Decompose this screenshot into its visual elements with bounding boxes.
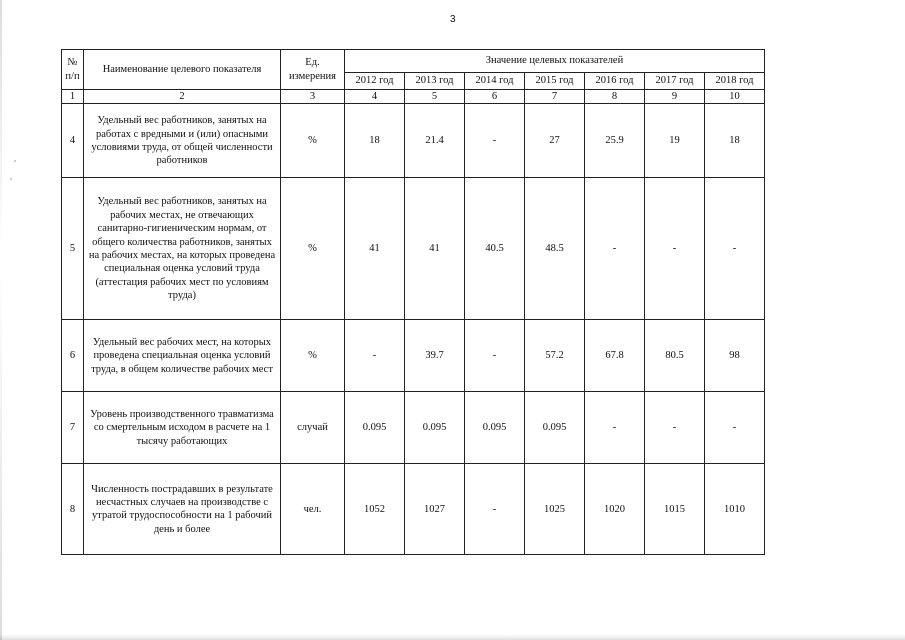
- header-year: 2015 год: [525, 73, 585, 90]
- row-number: 7: [62, 392, 84, 464]
- column-number: 1: [62, 90, 84, 104]
- value-cell: -: [345, 320, 405, 392]
- value-cell: -: [585, 392, 645, 464]
- value-cell: 21.4: [405, 104, 465, 178]
- unit-cell: %: [281, 178, 345, 320]
- column-number-row: [62, 90, 765, 104]
- header-year: 2018 год: [705, 73, 765, 90]
- unit-cell: случай: [281, 392, 345, 464]
- table-row: [62, 320, 765, 392]
- value-cell: 67.8: [585, 320, 645, 392]
- column-number: 9: [645, 90, 705, 104]
- column-number: 2: [84, 90, 281, 104]
- value-cell: 1027: [405, 464, 465, 555]
- indicator-name: Численность пострадавших в результате несчастных случаев на производстве с утратой трудоспособности на 1 рабочий день и более: [84, 464, 281, 555]
- scan-speck: [10, 178, 12, 180]
- unit-cell: %: [281, 104, 345, 178]
- header-year: 2012 год: [345, 73, 405, 90]
- header-year: 2013 год: [405, 73, 465, 90]
- value-cell: 1025: [525, 464, 585, 555]
- value-cell: 18: [345, 104, 405, 178]
- row-number: 5: [62, 178, 84, 320]
- value-cell: -: [465, 104, 525, 178]
- row-number: 8: [62, 464, 84, 555]
- value-cell: -: [645, 392, 705, 464]
- value-cell: -: [465, 320, 525, 392]
- indicator-name: Удельный вес работников, занятых на работах с вредными и (или) опасными условиями труда, от общей численности работников: [84, 104, 281, 178]
- value-cell: 39.7: [405, 320, 465, 392]
- value-cell: 80.5: [645, 320, 705, 392]
- header-row: [62, 50, 765, 73]
- column-number: 3: [281, 90, 345, 104]
- value-cell: 48.5: [525, 178, 585, 320]
- value-cell: 0.095: [465, 392, 525, 464]
- value-cell: -: [705, 178, 765, 320]
- value-cell: 0.095: [345, 392, 405, 464]
- page-number: 3: [450, 14, 456, 25]
- column-number: 7: [525, 90, 585, 104]
- table-row: [62, 178, 765, 320]
- target-indicators-table: [61, 49, 765, 555]
- scan-bottom-shadow: [0, 634, 905, 640]
- value-cell: 40.5: [465, 178, 525, 320]
- header-no: № п/п: [62, 50, 84, 90]
- value-cell: -: [585, 178, 645, 320]
- value-cell: 0.095: [525, 392, 585, 464]
- value-cell: 1015: [645, 464, 705, 555]
- table-row: [62, 104, 765, 178]
- column-number: 5: [405, 90, 465, 104]
- scan-speck: [14, 160, 16, 162]
- value-cell: -: [705, 392, 765, 464]
- value-cell: 57.2: [525, 320, 585, 392]
- header-values-group: Значение целевых показателей: [345, 50, 765, 73]
- header-unit: Ед. измерения: [281, 50, 345, 90]
- scan-left-edge: [0, 0, 2, 640]
- value-cell: 19: [645, 104, 705, 178]
- row-number: 6: [62, 320, 84, 392]
- value-cell: 41: [405, 178, 465, 320]
- header-year: 2016 год: [585, 73, 645, 90]
- table-row: [62, 392, 765, 464]
- value-cell: 41: [345, 178, 405, 320]
- header-year: 2017 год: [645, 73, 705, 90]
- column-number: 4: [345, 90, 405, 104]
- column-number: 10: [705, 90, 765, 104]
- table-row: [62, 464, 765, 555]
- value-cell: 1010: [705, 464, 765, 555]
- column-number: 6: [465, 90, 525, 104]
- header-indicator-name: Наименование целевого показателя: [84, 50, 281, 90]
- value-cell: 1052: [345, 464, 405, 555]
- value-cell: -: [465, 464, 525, 555]
- value-cell: 27: [525, 104, 585, 178]
- header-year: 2014 год: [465, 73, 525, 90]
- indicator-name: Удельный вес рабочих мест, на которых проведена специальная оценка условий труда, в общем количестве рабочих мест: [84, 320, 281, 392]
- value-cell: 0.095: [405, 392, 465, 464]
- indicator-name: Уровень производственного травматизма со смертельным исходом в расчете на 1 тысячу работающих: [84, 392, 281, 464]
- value-cell: 1020: [585, 464, 645, 555]
- value-cell: 98: [705, 320, 765, 392]
- row-number: 4: [62, 104, 84, 178]
- value-cell: 18: [705, 104, 765, 178]
- value-cell: -: [645, 178, 705, 320]
- value-cell: 25.9: [585, 104, 645, 178]
- column-number: 8: [585, 90, 645, 104]
- indicator-name: Удельный вес работников, занятых на рабочих местах, не отвечающих санитарно-гигиеническим нормам, от общего количества работников, занятых на рабочих местах, на которых проведена специальная оценка условий труда (аттестация рабочих мест по условиям труда): [84, 178, 281, 320]
- unit-cell: %: [281, 320, 345, 392]
- unit-cell: чел.: [281, 464, 345, 555]
